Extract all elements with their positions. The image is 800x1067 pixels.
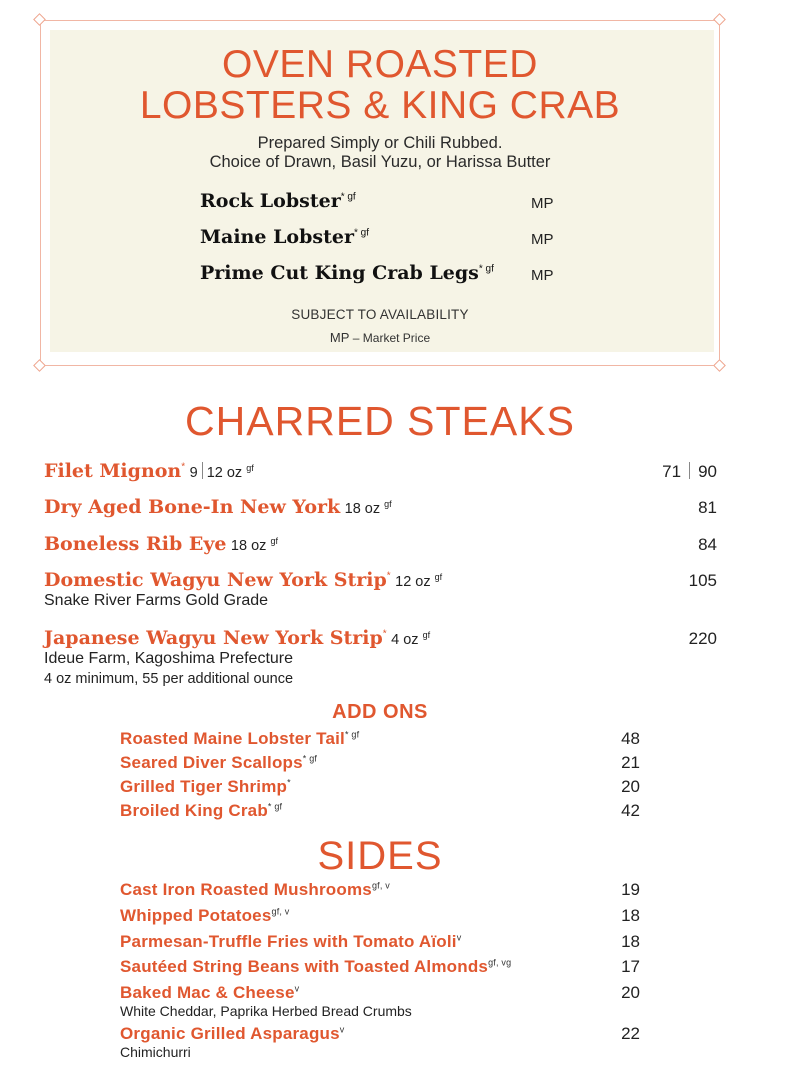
steak-item [44,569,720,611]
side-item [120,880,642,900]
lobster-section-title [40,44,720,126]
steak-price [662,462,717,482]
dietary-marks: v [456,932,462,943]
steak-name-text: Domestic Wagyu New York Strip [44,569,387,591]
dietary-marks: v [339,1024,345,1035]
steak-item [44,627,720,689]
steak-price: 81 [698,498,717,517]
item-price: MP [531,267,554,284]
steak-name: Dry Aged Bone-In New York [44,496,341,518]
dietary-marks: * gf [340,191,356,203]
lobster-subtitle-line2: Choice of Drawn, Basil Yuzu, or Harissa Butter [209,153,551,171]
raw-warning-mark: * [181,461,186,473]
side-item [120,906,642,926]
dietary-marks: * gf [353,227,369,239]
size-text: 4 oz [391,632,419,648]
market-price-note [40,330,720,345]
steak-price: 105 [688,571,717,590]
price-option-a: 71 [662,462,682,481]
item-price: 18 [621,932,640,951]
steak-size [391,632,430,648]
steak-description: Snake River Farms Gold Grade [44,592,269,609]
dietary-marks: gf, v [371,880,390,891]
item-price: 22 [621,1024,640,1043]
divider [689,462,690,479]
lobster-title-line1: OVEN ROASTED [222,43,538,86]
item-name: Parmesan-Truffle Fries with Tomato Aïoli [120,932,457,951]
item-price: MP [531,231,554,248]
steak-name [44,460,185,482]
item-name: Broiled King Crab [120,801,268,820]
item-name: Organic Grilled Asparagus [120,1024,340,1043]
steak-name-text: Filet Mignon [44,460,182,482]
steak-name-text: Japanese Wagyu New York Strip [44,627,383,649]
divider [202,462,203,479]
add-ons-title: ADD ONS [332,701,428,723]
add-on-item [120,729,642,749]
item-name: Seared Diver Scallops [120,753,303,772]
item-name [200,262,494,284]
dietary-marks: * gf [267,801,283,812]
steak-size [395,574,442,590]
item-price: 17 [621,957,640,976]
dietary-marks: gf [270,536,278,547]
item-description: Chimichurri [120,1044,191,1060]
item-name-text: Prime Cut King Crab Legs [200,262,479,284]
dietary-marks: * gf [302,753,318,764]
item-name: Whipped Potatoes [120,906,272,925]
size-option-b: 12 oz [206,465,243,481]
menu-item [200,226,600,252]
dietary-marks: * gf [344,729,360,740]
side-item [120,983,642,1020]
dietary-marks: * gf [478,263,494,275]
add-on-item [120,753,642,773]
price-option-b: 90 [698,462,717,481]
dietary-marks: gf [422,630,431,641]
lobster-subtitle-line1: Prepared Simply or Chili Rubbed. [257,134,503,152]
item-name: Sautéed String Beans with Toasted Almonds [120,957,489,976]
size-option-a: 9 [189,465,198,481]
dietary-marks: gf, vg [488,957,512,968]
dietary-marks: gf, v [271,906,290,917]
sides-section-title: SIDES [317,834,443,878]
item-name-text: Maine Lobster [200,226,354,248]
side-item [120,932,642,952]
lobster-subtitle [40,134,720,172]
steak-name [44,569,391,591]
menu-item [200,262,600,288]
steak-description: Ideue Farm, Kagoshima Prefecture [44,650,294,667]
steak-size [345,501,392,517]
lobster-title-line2: LOBSTERS & KING CRAB [139,84,621,127]
add-on-item [120,777,642,797]
item-name: Roasted Maine Lobster Tail [120,729,345,748]
dietary-marks: gf [434,572,443,583]
steak-item [44,496,720,518]
item-price: 42 [621,801,640,820]
item-name: Cast Iron Roasted Mushrooms [120,880,372,899]
raw-warning-mark: * [382,628,387,640]
raw-warning-mark: * [386,570,391,582]
item-price: 19 [621,880,640,899]
steak-item [44,460,720,482]
size-text: 12 oz [395,574,431,590]
item-price: 20 [621,983,640,1002]
item-price: 18 [621,906,640,925]
item-name-text: Rock Lobster [200,190,341,212]
dietary-marks: v [294,983,300,994]
item-price: 20 [621,777,640,796]
steak-name [44,627,387,649]
side-item [120,957,642,977]
dietary-marks: * [287,777,291,788]
item-name [200,190,356,212]
steak-price: 220 [688,629,717,648]
dietary-marks: gf [384,499,392,510]
side-item [120,1024,642,1061]
item-price: MP [531,195,554,212]
steak-size [231,538,278,554]
item-price: 21 [621,753,640,772]
item-name: Grilled Tiger Shrimp [120,777,288,796]
steak-name: Boneless Rib Eye [44,533,227,555]
item-description: White Cheddar, Paprika Herbed Bread Crumbs [120,1003,412,1019]
steaks-section-title: CHARRED STEAKS [185,398,575,444]
mp-abbr: MP [329,330,350,345]
steak-size [190,465,254,481]
availability-note: SUBJECT TO AVAILABILITY [291,307,469,322]
steak-note: 4 oz minimum, 55 per additional ounce [44,671,294,687]
steak-price: 84 [698,535,717,554]
item-name [200,226,369,248]
dietary-marks: gf [246,463,254,474]
size-text: 18 oz [344,501,381,517]
item-name: Baked Mac & Cheese [120,983,295,1002]
size-text: 18 oz [230,538,267,554]
steak-item [44,533,720,555]
item-price: 48 [621,729,640,748]
menu-item [200,190,600,216]
add-on-item [120,801,642,821]
mp-meaning: – Market Price [352,331,431,345]
